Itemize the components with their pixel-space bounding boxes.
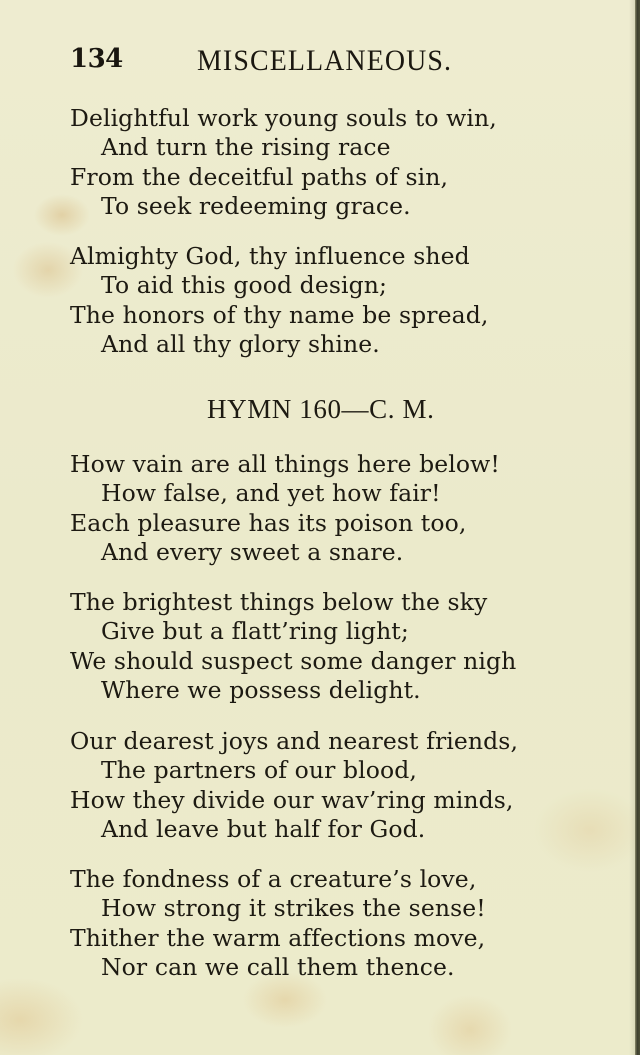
page-binding-edge	[635, 0, 640, 1055]
running-head	[70, 44, 490, 84]
verse-line: How false, and yet how fair!	[101, 479, 441, 508]
verse-line: Give but a flatt’ring light;	[101, 617, 409, 646]
verse-line: Almighty God, thy influence shed	[70, 242, 470, 270]
stanza	[70, 242, 590, 359]
verse-line: And turn the rising race	[101, 133, 391, 162]
verse-line: How strong it strikes the sense!	[101, 894, 486, 923]
verse-line: From the deceitful paths of sin,	[70, 162, 449, 191]
stanza	[70, 450, 590, 567]
verse-line: Thither the warm affections move,	[70, 923, 486, 952]
verse-line: And leave but half for God.	[101, 814, 426, 843]
verse-line: Each pleasure has its poison too,	[70, 508, 467, 537]
verse-line: To seek redeeming grace.	[101, 191, 411, 220]
section-title: MISCELLANEOUS.	[197, 44, 453, 77]
verse-line: The honors of thy name be spread,	[70, 300, 489, 329]
verse-line: We should suspect some danger nigh	[70, 646, 517, 675]
verse-line: And every sweet a snare.	[101, 537, 404, 566]
stanza	[70, 727, 590, 844]
verse-line: The partners of our blood,	[101, 756, 417, 785]
page-number: 134	[70, 44, 123, 74]
verse-line: Nor can we call them thence.	[101, 952, 455, 981]
verse-line: Where we possess delight.	[101, 675, 421, 704]
verse-line: The brightest things below the sky	[70, 588, 488, 616]
verse-line: How vain are all things here below!	[70, 450, 500, 478]
verse-line: The fondness of a creature’s love,	[70, 865, 477, 893]
hymn-heading: HYMN 160—C. M.	[207, 394, 435, 424]
stanza	[70, 588, 590, 705]
verse-line: Our dearest joys and nearest friends,	[70, 727, 519, 755]
verse-line: To aid this good design;	[101, 271, 388, 300]
verse-line: Delightful work young souls to win,	[70, 104, 497, 132]
verse-line: How they divide our wav’ring minds,	[70, 785, 514, 814]
verse-line: And all thy glory shine.	[101, 329, 380, 358]
stanza	[70, 865, 590, 982]
stanza	[70, 104, 590, 221]
